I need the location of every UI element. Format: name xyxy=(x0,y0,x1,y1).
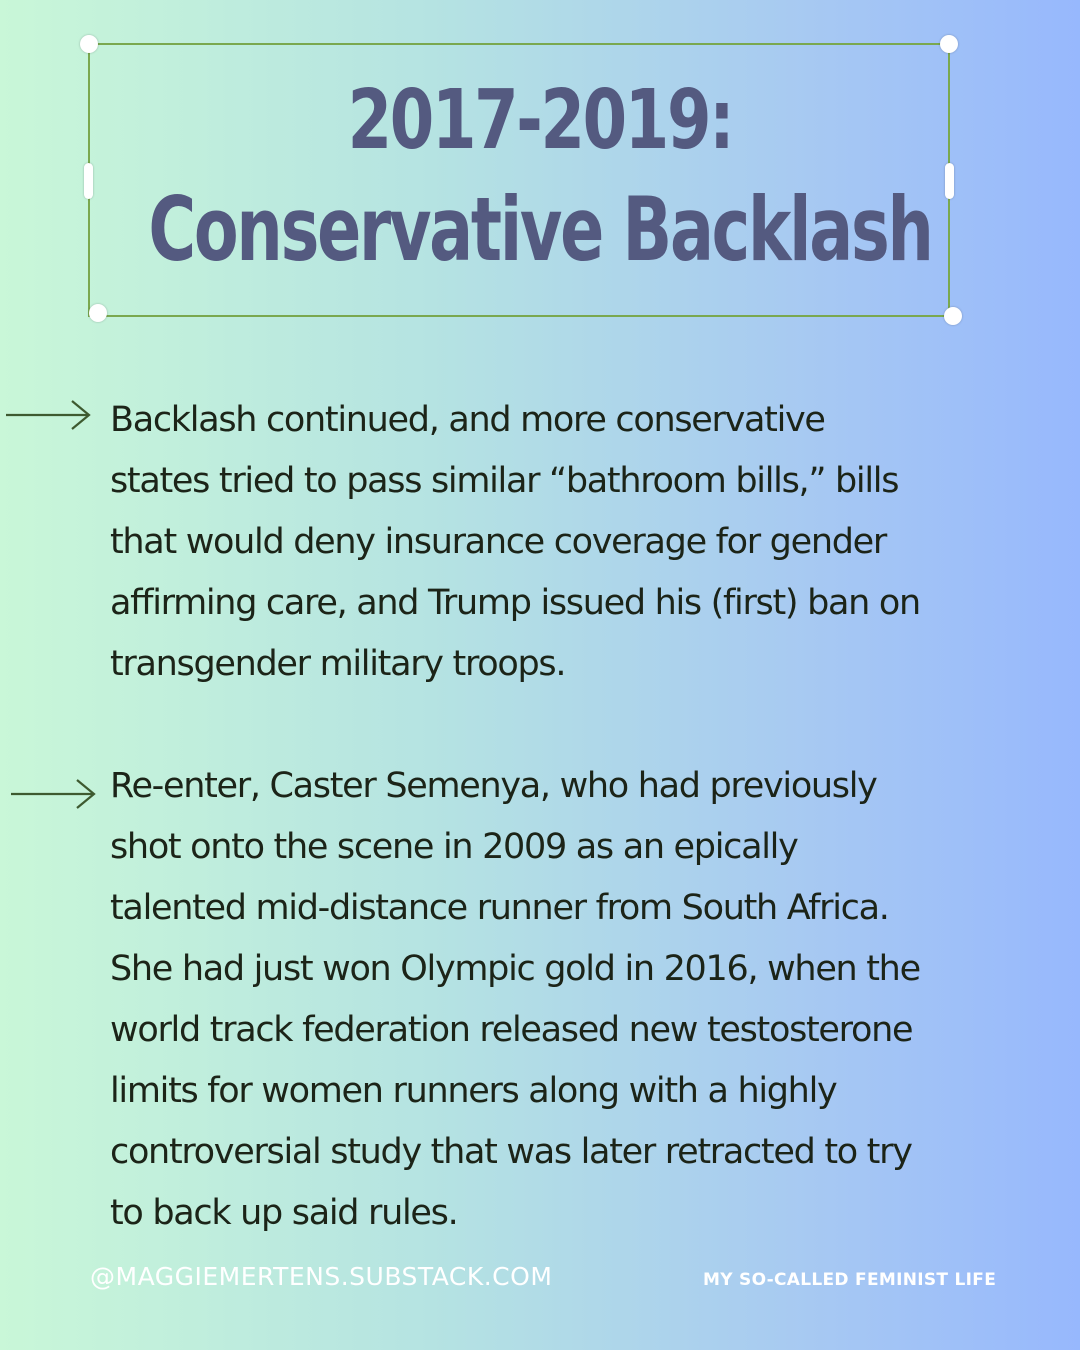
resize-handle-top-left[interactable] xyxy=(80,35,98,53)
paragraph-line: Re-enter, Caster Semenya, who had previously xyxy=(110,766,877,806)
resize-handle-bottom-left[interactable] xyxy=(89,304,107,322)
paragraph-line: to back up said rules. xyxy=(110,1193,458,1233)
resize-handle-left[interactable] xyxy=(84,163,93,199)
resize-handle-right[interactable] xyxy=(945,163,954,199)
paragraph-line: world track federation released new testosterone xyxy=(110,1010,913,1050)
paragraph-line: She had just won Olympic gold in 2016, when the xyxy=(110,949,920,989)
title-heading: Conservative Backlash xyxy=(148,178,932,281)
paragraph-line: shot onto the scene in 2009 as an epically xyxy=(110,827,798,867)
title-years: 2017-2019: xyxy=(347,73,733,168)
arrow-right-icon xyxy=(4,397,94,433)
paragraph-line: limits for women runners along with a highly xyxy=(110,1071,837,1111)
resize-handle-bottom-right[interactable] xyxy=(944,307,962,325)
paragraph-line: affirming care, and Trump issued his (first) ban on xyxy=(110,583,920,623)
paragraph-semenya xyxy=(110,756,1010,1244)
substack-handle: @MAGGIEMERTENS.SUBSTACK.COM xyxy=(90,1262,553,1291)
paragraph-line: states tried to pass similar “bathroom bills,” bills xyxy=(110,461,899,501)
paragraph-backlash xyxy=(110,390,1010,695)
resize-handle-top-right[interactable] xyxy=(940,35,958,53)
paragraph-line: Backlash continued, and more conservative xyxy=(110,400,825,440)
paragraph-line: that would deny insurance coverage for gender xyxy=(110,522,886,562)
paragraph-line: controversial study that was later retracted to try xyxy=(110,1132,912,1172)
brand-name: MY SO-CALLED FEMINIST LIFE xyxy=(703,1270,997,1290)
paragraph-line: talented mid-distance runner from South Africa. xyxy=(110,888,889,928)
arrow-right-icon xyxy=(9,776,99,812)
paragraph-line: transgender military troops. xyxy=(110,644,566,684)
